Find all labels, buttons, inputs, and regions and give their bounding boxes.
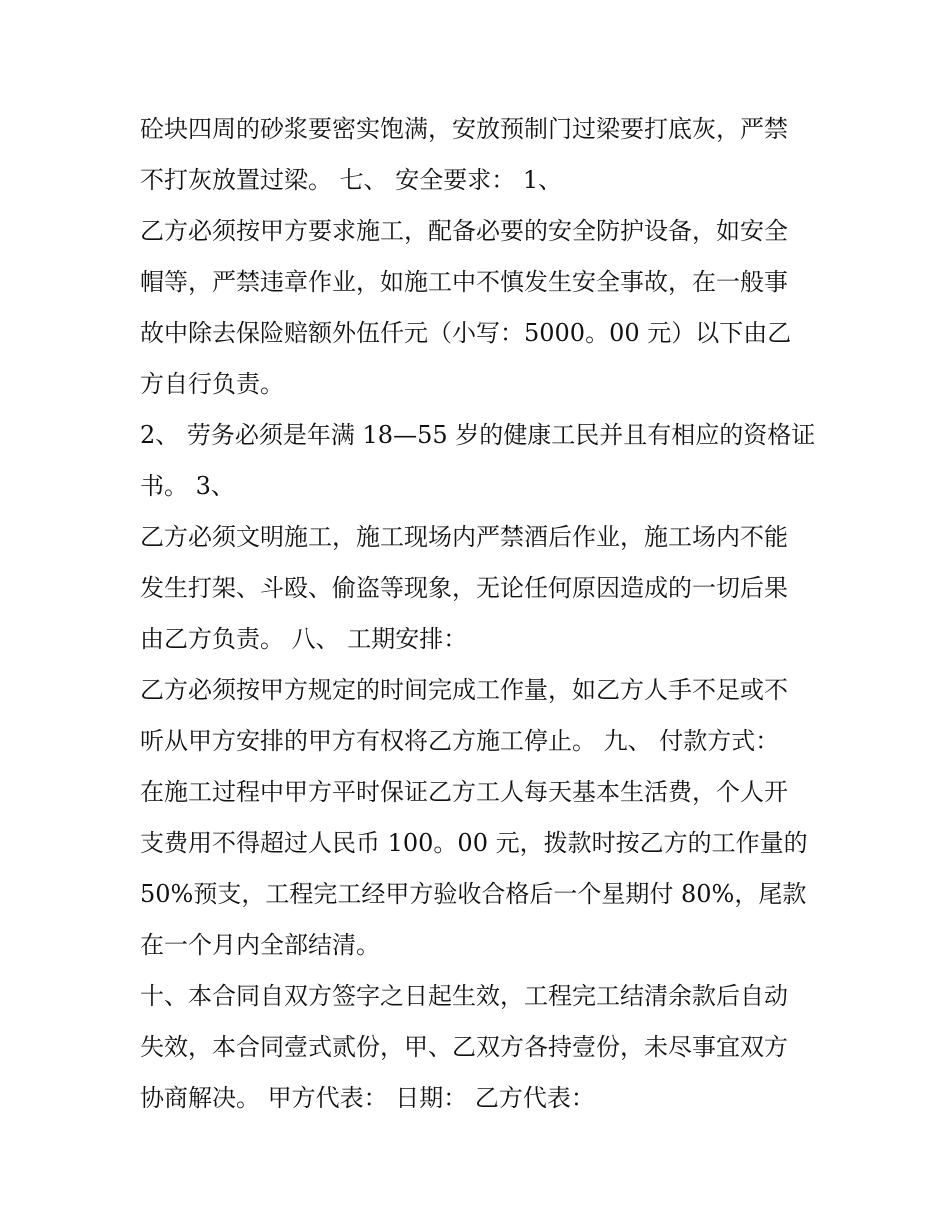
text-line: 失效，本合同壹式贰份，甲、乙双方各持壹份，未尽事宜双方 bbox=[140, 1033, 788, 1061]
text-line: 在施工过程中甲方平时保证乙方工人每天基本生活费，个人开 bbox=[140, 778, 788, 806]
text-line: 帽等，严禁违章作业，如施工中不慎发生安全事故，在一般事 bbox=[140, 268, 788, 296]
text-line: 在一个月内全部结清。 bbox=[140, 931, 380, 959]
text-line: 乙方必须按甲方要求施工，配备必要的安全防护设备，如安全 bbox=[140, 217, 788, 245]
text-line: 砼块四周的砂浆要密实饱满，安放预制门过梁要打底灰，严禁 bbox=[140, 115, 788, 143]
text-line: 故中除去保险赔额外伍仟元（小写：5000。00 元）以下由乙 bbox=[140, 319, 792, 347]
text-line: 乙方必须文明施工，施工现场内严禁酒后作业，施工场内不能 bbox=[140, 523, 788, 551]
text-line: 乙方必须按甲方规定的时间完成工作量，如乙方人手不足或不 bbox=[140, 676, 788, 704]
text-line: 发生打架、斗殴、偷盗等现象，无论任何原因造成的一切后果 bbox=[140, 574, 788, 602]
text-line: 听从甲方安排的甲方有权将乙方施工停止。 九、 付款方式： bbox=[140, 727, 780, 755]
contract-text bbox=[140, 104, 820, 1124]
text-line: 不打灰放置过梁。 七、 安全要求： 1、 bbox=[140, 166, 563, 194]
text-line: 50%预支，工程完工经甲方验收合格后一个星期付 80%，尾款 bbox=[140, 880, 807, 908]
text-line: 方自行负责。 bbox=[140, 370, 284, 398]
text-line: 协商解决。 甲方代表： 日期： 乙方代表： bbox=[140, 1084, 595, 1112]
text-line: 2、 劳务必须是年满 18—55 岁的健康工民并且有相应的资格证 bbox=[140, 421, 816, 449]
text-line: 支费用不得超过人民币 100。00 元，拨款时按乙方的工作量的 bbox=[140, 829, 808, 857]
text-line: 由乙方负责。 八、 工期安排： bbox=[140, 625, 468, 653]
text-line: 十、本合同自双方签字之日起生效，工程完工结清余款后自动 bbox=[140, 982, 788, 1010]
text-line: 书。 3、 bbox=[140, 472, 235, 500]
